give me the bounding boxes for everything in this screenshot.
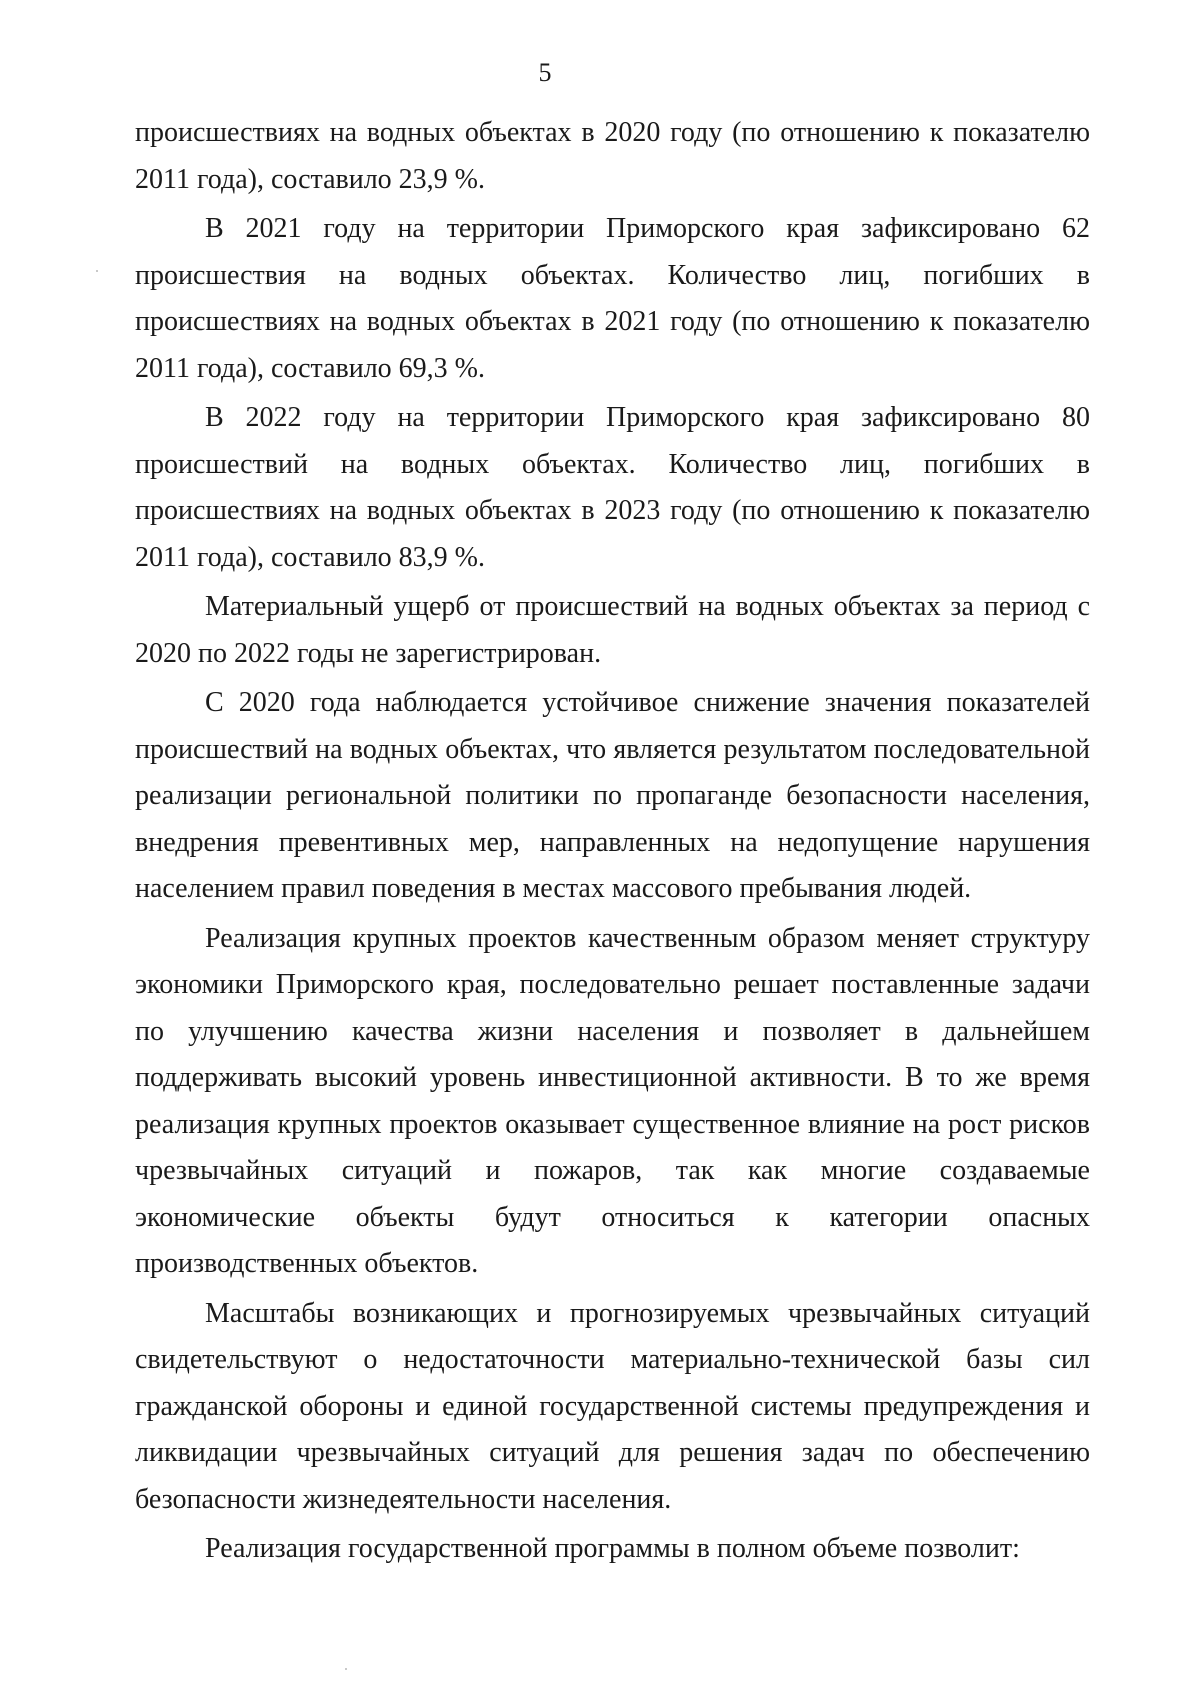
scan-speck <box>96 270 98 272</box>
paragraph-continuation: происшествиях на водных объектах в 2020 году (по отношению к показателю 2011 года), составило 23,9 %. <box>135 117 1090 195</box>
paragraph-material-damage: Материальный ущерб от происшествий на водных объектах за период с 2020 по 2022 годы не зарегистрирован. <box>135 591 1090 669</box>
paragraph-decline-trend: С 2020 года наблюдается устойчивое снижение значения показателей происшествий на водных объектах, что является результатом последовательной реализации региональной политики по пропаганде безопасности населения, внедрения превентивных мер, направленных на недопущение нарушения населением правил поведения в местах массового пребывания людей. <box>135 687 1090 904</box>
paragraph-2021-incidents: В 2021 году на территории Приморского края зафиксировано 62 происшествия на водных объектах. Количество лиц, погибших в происшествиях на водных объектах в 2021 году (по отношению к показателю 2011 года), составило 69,3 %. <box>135 213 1090 384</box>
page-number: 5 <box>538 58 552 87</box>
document-body <box>135 110 1090 1576</box>
paragraph-scale-of-emergencies: Масштабы возникающих и прогнозируемых чрезвычайных ситуаций свидетельствуют о недостаточности материально-технической базы сил гражданской обороны и единой государственной системы предупреждения и ликвидации чрезвычайных ситуаций для решения задач по обеспечению безопасности жизнедеятельности населения. <box>135 1297 1090 1515</box>
paragraph-program-implementation: Реализация государственной программы в полном объеме позволит: <box>205 1533 1020 1564</box>
paragraph-large-projects: Реализация крупных проектов качественным образом меняет структуру экономики Приморского края, последовательно решает поставленные задачи по улучшению качества жизни населения и позволяет в дальнейшем поддерживать высокий уровень инвестиционной активности. В то же время реализация крупных проектов оказывает существенное влияние на рост рисков чрезвычайных ситуаций и пожаров, так как многие создаваемые экономические объекты будут относиться к категории опасных производственных объектов. <box>135 922 1090 1279</box>
scan-speck <box>345 1668 347 1670</box>
paragraph-2022-incidents: В 2022 году на территории Приморского края зафиксировано 80 происшествий на водных объектах. Количество лиц, погибших в происшествиях на водных объектах в 2023 году (по отношению к показателю 2011 года), составило 83,9 %. <box>135 402 1090 573</box>
